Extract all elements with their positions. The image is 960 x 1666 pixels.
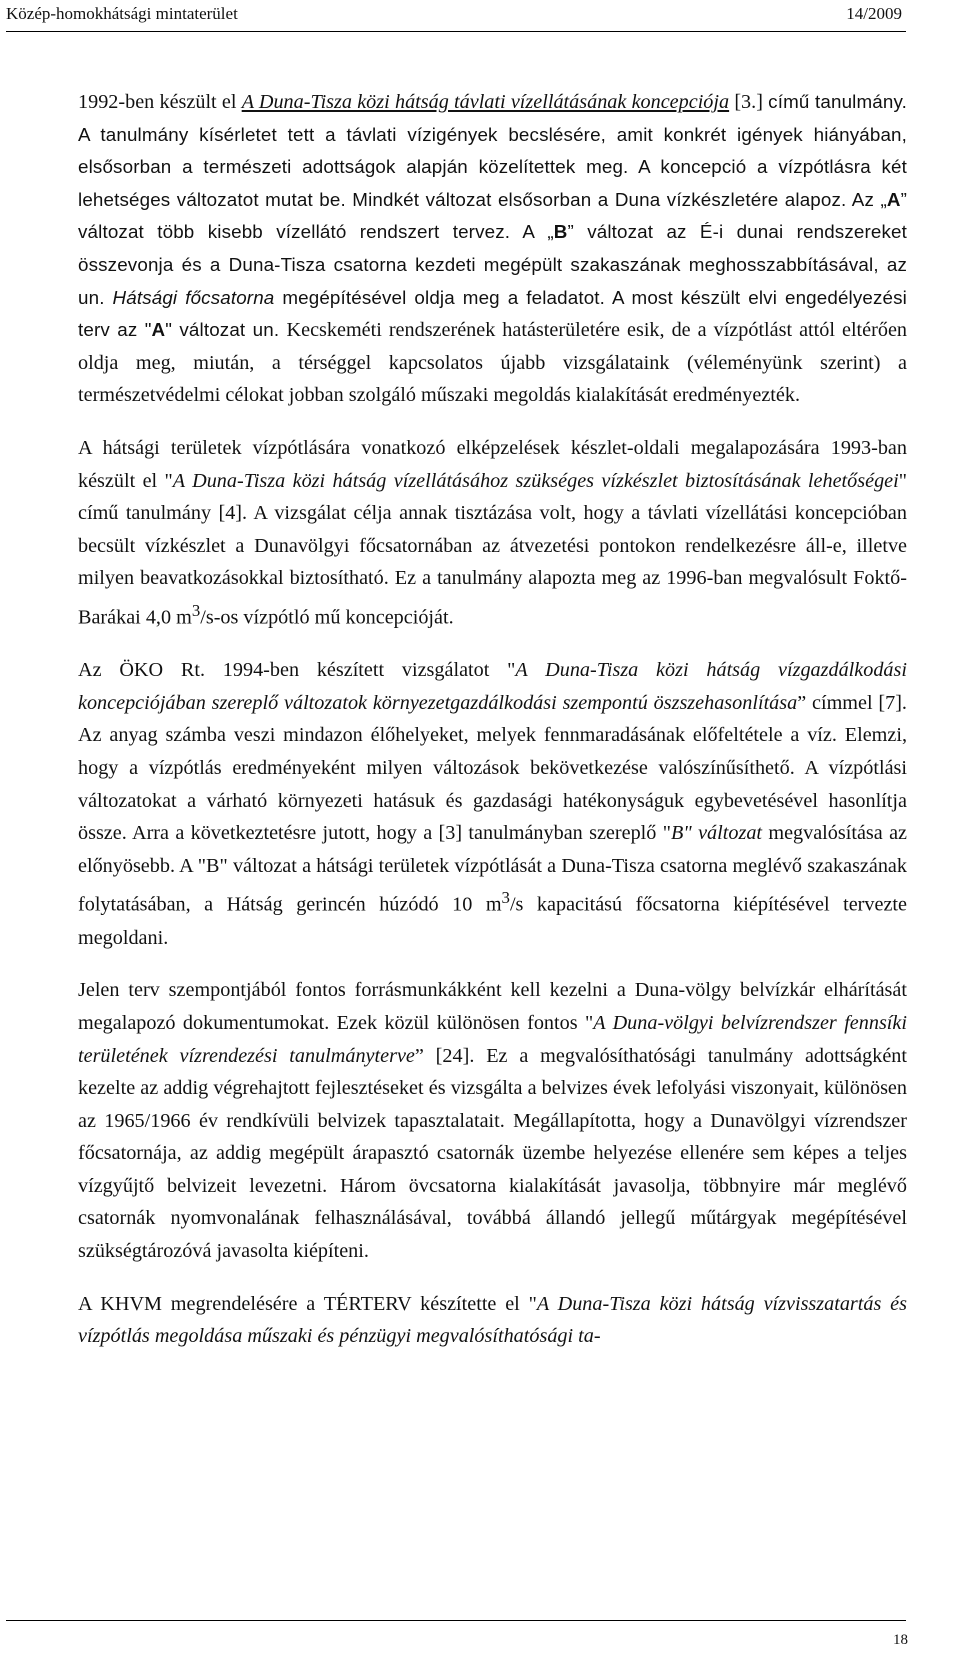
running-header (6, 0, 906, 36)
text-run: /s-os vízpótló mű koncepcióját. (200, 606, 454, 629)
paragraph-4 (78, 974, 907, 1267)
text-run: A KHVM megrendelésére a TÉRTERV készítette el " (78, 1292, 537, 1315)
variant-a-label: A (886, 188, 901, 210)
header-rule (6, 31, 906, 32)
citation-ref: [3.] (729, 91, 769, 113)
variant-b-label: B" változat (670, 822, 763, 845)
variant-b-label: B (553, 221, 568, 243)
text-run: A hátsági területek vízpótlására vonatkozó elképzelések készlet-oldali megalapozására 1993-ban készült el " (78, 436, 907, 492)
text-run: " című tanulmány [4]. A vizsgálat célja annak tisztázása volt, hogy a távlati vízellátási koncepcióban becsült vízkészlet a Dunavölgyi főcsatornában az átvezetési pontokon rendelkezésre áll-e, illetve milyen beavatkozásokkal biztosítható. Ez a tanulmány alapozta meg az 1996-ban megvalósult Foktő-Barákai 4,0 m (78, 469, 907, 629)
page-number: 18 (893, 1632, 908, 1648)
text-run: 1992-ben készült el (78, 91, 242, 113)
canal-name: Hátsági főcsatorna (112, 286, 275, 308)
header-title: Közép-homokhátsági mintaterület (6, 4, 238, 23)
text-run: Az ÖKO Rt. 1994-ben készített vizsgálatot " (78, 659, 516, 682)
variant-a-label: A (151, 319, 166, 341)
cited-title: A Duna-völgyi belvízrendszer fennsíki területének vízrendezési tanulmányterve (78, 1011, 907, 1067)
superscript: 3 (501, 888, 510, 908)
text-run: ” címmel [7]. Az anyag számba veszi mindazon élőhelyeket, melyek fennmaradásának előfeltétele a víz. Elemzi, hogy a vízpótlás eredményeként milyen változások bekövetkezése valószínűsíthető. A vízpótlási változatokat a várható környezeti hatásuk és gazdasági hatékonyságuk egybevetésével hasonlítja össze. Arra a következtetésre jutott, hogy a [3] tanulmányban szereplő " (78, 691, 907, 845)
cited-title: A Duna-Tisza közi hátság távlati vízellátásának koncepciója (241, 91, 730, 113)
text-run: Jelen terv szempontjából fontos forrásmunkákként kell kezelni a Duna-völgy belvízkár elhárítását megalapozó dokumentumokat. Ezek közül különösen fontos " (78, 979, 907, 1034)
cited-title: A Duna-Tisza közi hátság vízvisszatartás és vízpótlás megoldása műszaki és pénzügyi megvalósíthatósági ta- (78, 1292, 907, 1348)
footer-rule (6, 1620, 906, 1621)
text-run: című tanulmány. A tanulmány kísérletet tett a távlati vízigények becslésére, amit konkrét igények hiányában, elsősorban a természeti adottságok alapján közelítettek meg. A koncepció a vízpótlásra két lehetséges változatot mutat be. Mindkét változat elsősorban a Duna vízkészletére alapoz. Az „A” változat több kisebb vízellátó rendszert tervez. A „B” változat az É-i dunai rendszereket összevonja és a Duna-Tisza csatorna kezdeti megépült szakaszának meghosszabbításával, az un. Hátsági főcsatorna megépítésével oldja meg a feladatot. A most készült elvi engedélyezési terv az "A" változat un. (78, 91, 908, 341)
text-run: ” [24]. Ez a megvalósíthatósági tanulmány adottságként kezelte az addig végrehajtott fejlesztéseket és vizsgálta a belvizes évek lefolyási viszonyait, különösen az 1965/1966 év rendkívüli belvizek tapasztalatait. Megállapította, hogy a Dunavölgyi vízrendszer főcsatornája, az addig megépült árapasztó csatornák üzembe helyezése ellenére sem képes a teljes vízgyűjtő belvizeit levezetni. Három övcsatorna kialakítását javasolja, többnyire már meglévő csatornák nyomvonalának felhasználásával, továbbá állandó jellegű műtárgyak megépítésével szükségtározóvá javasolta kiépíteni. (78, 1044, 907, 1263)
paragraph-5 (78, 1288, 907, 1353)
paragraph-3 (78, 654, 907, 954)
header-issue: 14/2009 (846, 4, 902, 23)
cited-title: A Duna-Tisza közi hátság vízgazdálkodási koncepciójában szereplő változatok környezetgazdálkodási szempontú öszszehasonlítása (78, 659, 907, 714)
superscript: 3 (191, 600, 201, 620)
text-run: Kecskeméti rendszerének hatásterületére esik, de a vízpótlást attól eltérően oldja meg, miután, a térséggel kapcsolatos újabb vizsgálataink (véleményünk szerint) a természetvédelmi célokat jobban szolgáló műszaki megoldás kialakítását eredményezték. (78, 319, 907, 407)
paragraph-1 (78, 86, 907, 412)
text-run: /s kapacitású főcsatorna kiépítésével tervezte megoldani. (78, 894, 907, 949)
text-run: megvalósítása az előnyösebb. A "B" változat a hátsági területek vízpótlását a Duna-Tisza csatorna meglévő szakaszának folytatásában, a Hátság gerincén húzódó 10 m (78, 822, 907, 917)
cited-title: A Duna-Tisza közi hátság vízellátásához szükséges vízkészlet biztosításának lehetőségei (172, 469, 899, 492)
document-body (78, 86, 907, 1373)
paragraph-2 (78, 432, 907, 634)
